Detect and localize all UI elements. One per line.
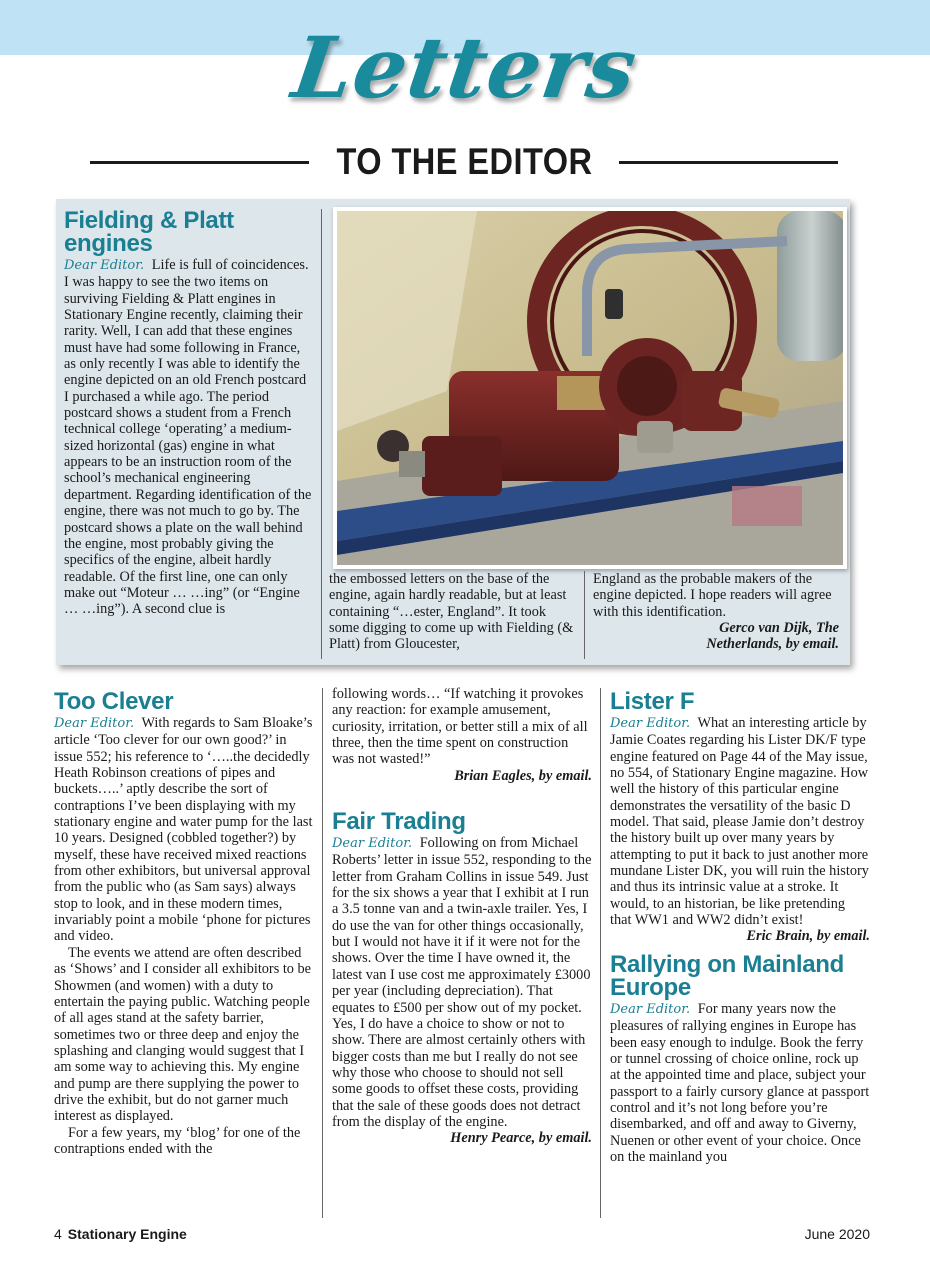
salutation: Dear Editor.	[610, 716, 691, 731]
fair-trading-heading: Fair Trading	[332, 808, 466, 836]
lister-body	[610, 715, 870, 928]
salutation: Dear Editor.	[64, 258, 145, 273]
fair-trading-signature: Henry Pearce, by email.	[450, 1130, 592, 1147]
column-divider	[584, 571, 585, 659]
fielding-column-2	[329, 571, 577, 653]
salutation: Dear Editor.	[332, 836, 413, 852]
footer-left	[54, 1226, 187, 1242]
salutation: Dear Editor.	[54, 716, 135, 731]
column-divider	[322, 688, 323, 1218]
fielding-text-col2: the embossed letters on the base of the engine, again hardly readable, but at least containing “…ester, England”. It took some digging to come up with Fielding (& Platt) from Gloucester,	[329, 571, 574, 653]
left-rule	[90, 161, 309, 164]
middle-column	[332, 686, 592, 1147]
section-title: Letters	[286, 18, 644, 117]
fielding-text-col3: England as the probable makers of the engine depicted. I hope readers will agree with this identification.	[593, 571, 832, 620]
right-column	[610, 690, 870, 1165]
too-clever-para2: The events we attend are often described as ‘Shows’ and I consider all exhibitors to be Showmen (and women) with a duty to entertain the paying public. Watching people of all ages stand at the safety barrier, sometimes two or three deep and enjoy the splashing and clanging would suggest that I am some way to achieving this. My engine and pump are there supplying the power to drive the exhibit, but do not garner much interest as displayed.	[54, 944, 312, 1125]
too-clever-para1	[54, 715, 314, 945]
right-rule	[619, 161, 838, 164]
fair-trading-body	[332, 835, 592, 1130]
fielding-heading: Fielding & Platt engines	[64, 207, 234, 257]
too-clever-column	[54, 690, 314, 1157]
gas-tank	[777, 211, 843, 361]
engine-photo	[333, 207, 847, 569]
column-divider	[321, 209, 322, 659]
fielding-text-col1: Life is full of coincidences. I was happy to see the two items on surviving Fielding & Platt engines in Stationary Engine recently, claiming their rarity. Well, I can add that these engines must have had some following in France, as only recently I was able to identify the engine depicted on an old French postcard I purchased a while ago. The period postcard shows a student from a French technical college ‘operating’ a medium-sized horizontal (gas) engine in what appears to be an instruction room of the school’s mechanical engineering department. Regarding identification of the engine, there was not much to go by. The postcard shows a plate on the wall behind the engine, most probably giving the specifics of the engine, albeit hardly readable. Of the first line, one can only make out “Moteur … …ing” (or “Engine … …ing”). A second clue is	[64, 257, 312, 618]
engine-photo-illustration	[337, 211, 843, 565]
salutation: Dear Editor.	[610, 1001, 691, 1017]
fielding-signature-1: Gerco van Dijk, The	[719, 620, 839, 637]
too-clever-heading: Too Clever	[54, 688, 174, 715]
fair-trading-text: Following on from Michael Roberts’ letter in issue 552, responding to the letter from Graham Collins in issue 549. Just for the six shows a year that I exhibit at I run a 3.5 tonne van and a twin-axle trailer. Yes, I do use the van for other things occasionally, but I would not have it if it were not for the shows. Over the time I have owned it, the latest van I use cost me approximately £3000 per year (including depreciation). That equates to £500 per show out of my pocket. Yes, I do have a choice to show or not to show. There are almost certainly others with bigger costs than me but I really do not see why those who choose to should not sell some goods to offset these costs, providing that the sale of these goods does not detract from the display of the engine.	[332, 835, 592, 1130]
maker-plate	[557, 376, 605, 410]
column-divider	[600, 688, 601, 1218]
rallying-text: For many years now the pleasures of rallying engines in Europe has been easy enough to indulge. Book the ferry or tunnel crossing of choice online, rock up at the appointed time and place, subject your passport to a fairly cursory glance at passport control and it’s not long before you’re disembarked, and off and away to Giverny, Nuenen or other event of your choice. Once on the mainland you	[610, 1000, 870, 1165]
subtitle-row	[90, 140, 838, 184]
section-subtitle: TO THE EDITOR	[336, 141, 592, 182]
featured-letter-box	[56, 199, 850, 665]
oiler	[605, 289, 623, 319]
too-clever-para3: For a few years, my ‘blog’ for one of the contraptions ended with the	[54, 1124, 301, 1157]
lister-heading: Lister F	[610, 688, 695, 715]
issue-date: June 2020	[804, 1226, 870, 1242]
too-clever-signature: Brian Eagles, by email.	[454, 767, 592, 784]
too-clever-text1: With regards to Sam Bloake’s article ‘Too clever for our own good?’ in issue 552; his reference to ‘…..the decidedly Heath Robinson creations of pipes and buckets…..’ aptly describe the sort of contraptions I’ve been displaying with my stationary engine and water pump for the last 10 years. Designed (cobbled together?) by myself, these have received mixed reactions from other exhibitors, but universal approval from the public who (as Sam says) always stop to look, and in these modern times, invariably point a mobile ‘phone for pictures and video.	[54, 715, 313, 945]
rallying-body	[610, 1001, 870, 1165]
lister-text: What an interesting article by Jamie Coates regarding his Lister DK/F type engine featured on Page 44 of the May issue, no 554, of Stationary Engine magazine. How well the history of this particular engine demonstrates the versatility of the basic D model. That said, please Jamie don’t destroy the history built up over many years by attempting to put it back to just another more mundane Lister DK, you will ruin the history and thus its intrinsic value at a stroke. It would, to an historian, be like pretending that WW1 and WW2 didn’t exist!	[610, 715, 869, 929]
fielding-column	[64, 209, 312, 618]
lister-signature: Eric Brain, by email.	[746, 928, 870, 945]
fielding-column-3	[593, 571, 839, 653]
magazine-name: Stationary Engine	[67, 1226, 187, 1242]
fielding-signature-2: Netherlands, by email.	[706, 636, 839, 653]
page-number: 4	[54, 1226, 62, 1242]
rallying-heading: Rallying on Mainland Europe	[610, 950, 845, 1001]
too-clever-continued: following words… “If watching it provokes any reaction: for example amusement, curiosity, irritation, or better still a mix of all three, then the time spent on construction was not wasted!”	[332, 686, 588, 768]
fielding-body	[64, 257, 312, 618]
